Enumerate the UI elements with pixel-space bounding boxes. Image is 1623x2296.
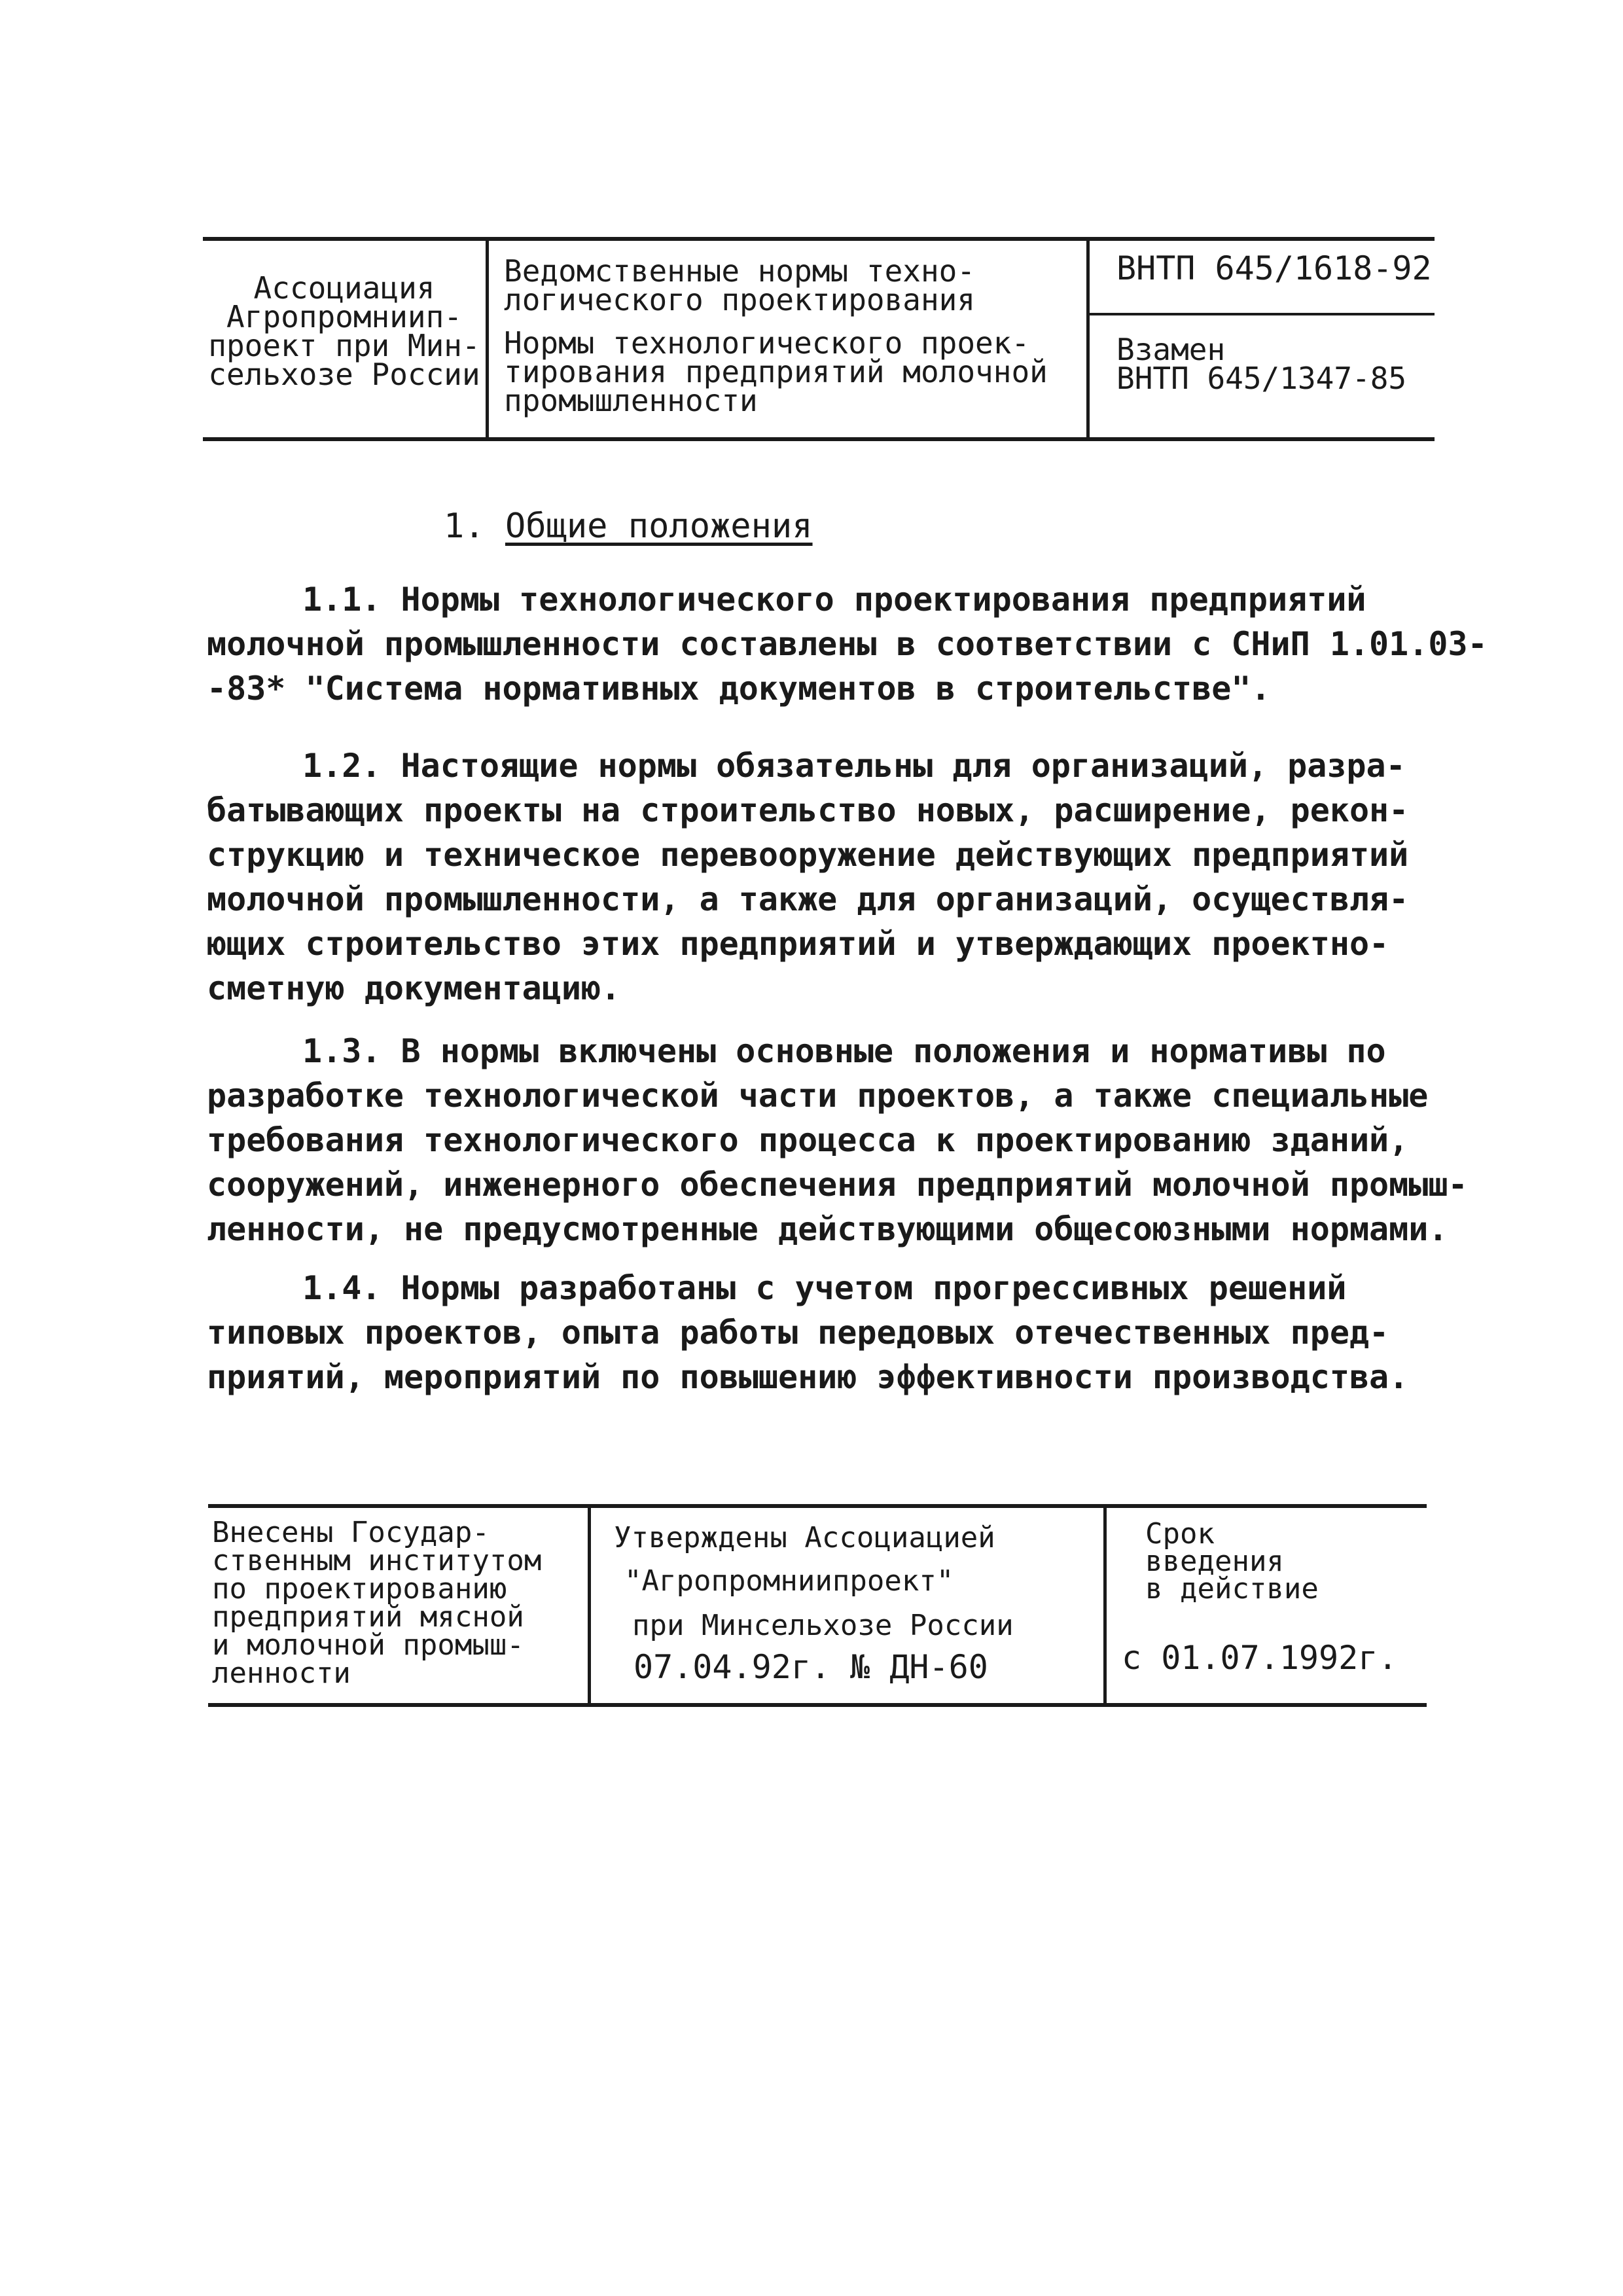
submitted-line: Внесены Государ-: [212, 1516, 490, 1549]
doc-type-line: Ведомственные нормы техно-: [504, 253, 976, 289]
footer-top-rule: [208, 1504, 1427, 1508]
paragraph-line: 1.2. Настоящие нормы обязательны для организаций, разра-: [302, 747, 1406, 785]
paragraph-line: 1.4. Нормы разработаны с учетом прогрессивных решений: [302, 1269, 1347, 1307]
paragraph-line: разработке технологической части проектов, а также специальные: [207, 1077, 1429, 1115]
replaces-code: ВНТП 645/1347-85: [1116, 361, 1407, 396]
header-bottom-rule: [203, 437, 1435, 441]
doc-title-line: промышленности: [504, 383, 758, 418]
section-title: Общие положения: [505, 507, 813, 546]
effective-label-line: Срок: [1145, 1517, 1215, 1551]
author-line: Ассоциация: [253, 270, 435, 306]
paragraph-line: ющих строительство этих предприятий и утверждающих проектно-: [207, 925, 1389, 963]
document-code: ВНТП 645/1618-92: [1116, 249, 1432, 287]
replaces-label: Взамен: [1116, 332, 1226, 367]
submitted-line: ственным институтом: [212, 1544, 542, 1577]
header-top-rule: [203, 237, 1435, 241]
doc-title-line: Нормы технологического проек-: [504, 325, 1030, 361]
doc-title-line: тирования предприятий молочной: [504, 354, 1048, 389]
header-table: [203, 237, 1435, 443]
paragraph-line: ленности, не предусмотренные действующими общесоюзными нормами.: [207, 1210, 1448, 1248]
submitted-line: ленности: [212, 1657, 351, 1690]
footer-divider-2: [1103, 1506, 1107, 1705]
author-line: Агропромниип-: [226, 299, 463, 334]
paragraph-line: молочной промышленности составлены в соответствии с СНиП 1.01.03-: [207, 625, 1488, 663]
effective-label-line: введения: [1145, 1545, 1284, 1578]
doc-type-line: логического проектирования: [504, 282, 976, 317]
paragraph-line: молочной промышленности, а также для организаций, осуществля-: [207, 880, 1409, 918]
header-code-divider: [1088, 313, 1435, 315]
paragraph-line: сметную документацию.: [207, 969, 621, 1007]
footer-bottom-rule: [208, 1703, 1427, 1707]
section-number: 1.: [444, 507, 485, 546]
footer-table: [208, 1504, 1427, 1708]
paragraph-line: 1.1. Нормы технологического проектирования предприятий: [302, 581, 1366, 619]
author-line: проект при Мин-: [208, 328, 480, 363]
approved-line: "Агропромниипроект": [624, 1564, 954, 1598]
approved-line: Утверждены Ассоциацией: [614, 1521, 995, 1554]
header-divider-2: [1086, 239, 1090, 439]
effective-date: с 01.07.1992г.: [1122, 1639, 1398, 1677]
paragraph-line: требования технологического процесса к проектированию зданий,: [207, 1121, 1409, 1159]
header-divider-1: [486, 239, 489, 439]
submitted-line: и молочной промыш-: [212, 1628, 524, 1662]
author-line: сельхозе России: [208, 357, 480, 392]
paragraph-line: струкцию и техническое перевооружение действующих предприятий: [207, 836, 1409, 874]
section-heading: [444, 507, 813, 546]
paragraph-line: сооружений, инженерного обеспечения предприятий молочной промыш-: [207, 1166, 1468, 1204]
paragraph-line: типовых проектов, опыта работы передовых отечественных пред-: [207, 1314, 1389, 1352]
paragraph-line: приятий, мероприятий по повышению эффективности производства.: [207, 1358, 1409, 1396]
paragraph-line: 1.3. В нормы включены основные положения и нормативы по: [302, 1032, 1386, 1070]
submitted-line: предприятий мясной: [212, 1600, 524, 1634]
effective-label-line: в действие: [1145, 1572, 1319, 1605]
paragraph-line: -83* "Система нормативных документов в строительстве".: [207, 670, 1271, 708]
paragraph-line: батывающих проекты на строительство новых, расширение, рекон-: [207, 791, 1409, 829]
approval-number: 07.04.92г. № ДН-60: [633, 1648, 988, 1686]
submitted-line: по проектированию: [212, 1572, 507, 1605]
approved-line: при Минсельхозе России: [632, 1609, 1014, 1642]
footer-divider-1: [588, 1506, 591, 1705]
